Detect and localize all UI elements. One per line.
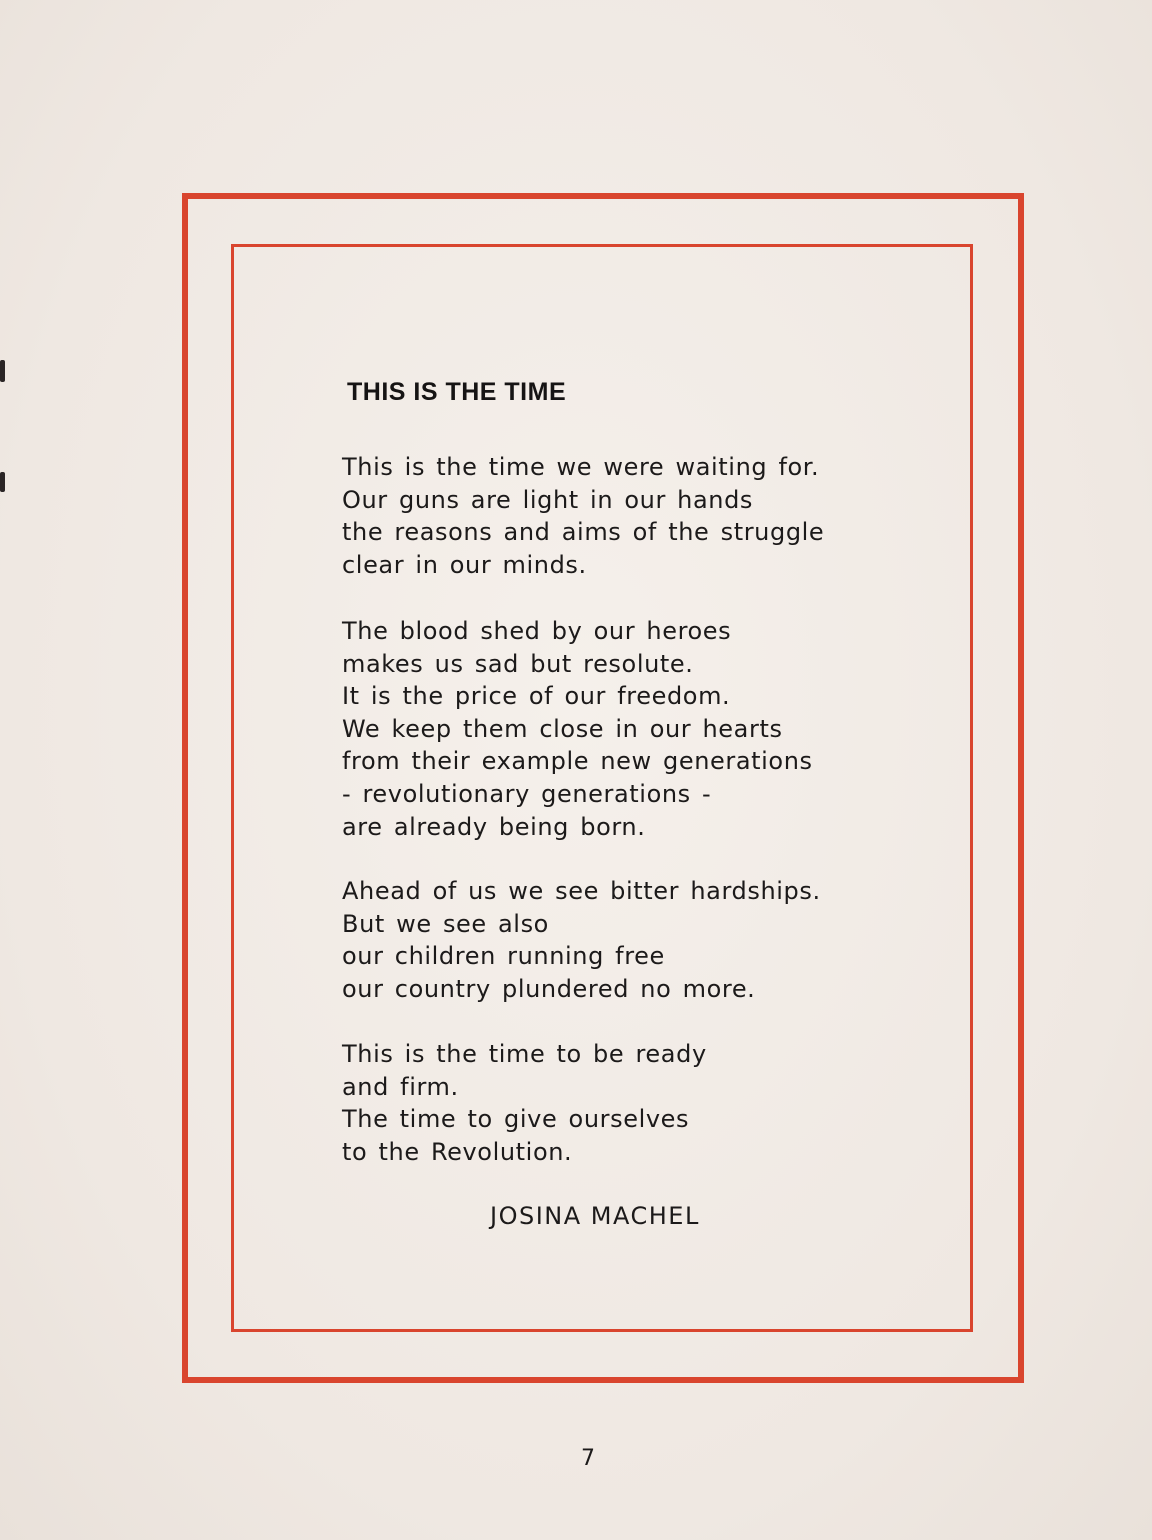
poem-line: It is the price of our freedom. bbox=[342, 682, 731, 711]
poem-line: and firm. bbox=[342, 1072, 459, 1101]
poem-line: But we see also bbox=[342, 909, 549, 938]
poem-line: clear in our minds. bbox=[342, 550, 587, 579]
poem-line: This is the time to be ready bbox=[342, 1040, 707, 1068]
page-number: 7 bbox=[581, 1446, 595, 1471]
stanza-4 bbox=[342, 1038, 707, 1168]
poem-line: The time to give ourselves bbox=[342, 1105, 690, 1134]
poem-line: makes us sad but resolute. bbox=[342, 649, 694, 678]
poem-author: JOSINA MACHEL bbox=[490, 1202, 700, 1230]
poem-line: Ahead of us we see bitter hardships. bbox=[342, 877, 821, 905]
poem-line: are already being born. bbox=[342, 812, 646, 841]
stanza-3 bbox=[342, 875, 821, 1005]
stanza-1 bbox=[342, 451, 824, 581]
poem-line: our children running free bbox=[342, 942, 665, 971]
stanza-2 bbox=[342, 615, 813, 843]
binding-mark bbox=[0, 472, 5, 492]
poem-line: We keep them close in our hearts bbox=[342, 714, 783, 743]
binding-mark bbox=[0, 360, 5, 382]
poem-line: the reasons and aims of the struggle bbox=[342, 518, 825, 547]
poem-line: from their example new generations bbox=[342, 747, 813, 776]
poem-line: - revolutionary generations - bbox=[342, 779, 712, 808]
poem-line: our country plundered no more. bbox=[342, 974, 756, 1003]
poem-line: The blood shed by our heroes bbox=[342, 617, 732, 645]
poem-line: Our guns are light in our hands bbox=[342, 485, 754, 514]
poem-title: THIS IS THE TIME bbox=[347, 378, 567, 406]
poem-line: to the Revolution. bbox=[342, 1137, 573, 1166]
poem-line: This is the time we were waiting for. bbox=[342, 453, 820, 481]
